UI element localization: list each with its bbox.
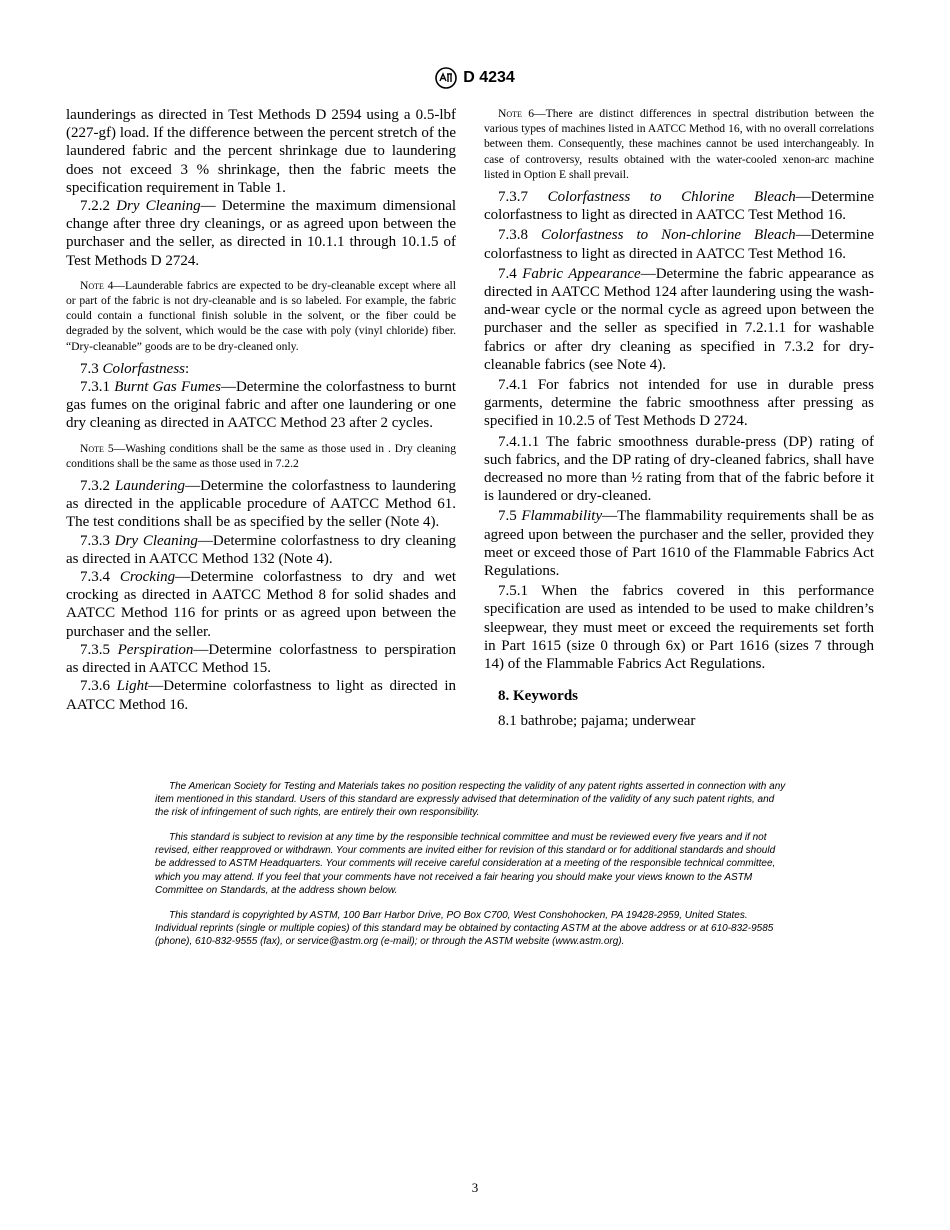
section-7-3-1: 7.3.1 Burnt Gas Fumes—Determine the colorfastness to burnt gas fumes on the original fabric and after one laundering or one dry cleaning as directed in AATCC Method 23 after 2 cycles. <box>66 379 457 432</box>
note-5: Note 5—Washing conditions shall be the same as those used in . Dry cleaning conditions shall be the same as those used in 7.2.2 <box>66 441 456 470</box>
paragraph-continuation: launderings as directed in Test Methods D 2594 using a 0.5-lbf (227-gf) load. If the difference between the percent stretch of the laundered fabric and the percent shrinkage due to laundering does not exceed 3 % shrinkage, then the fabric meets the specification requirement in Table 1. <box>66 107 456 196</box>
left-column <box>66 106 456 714</box>
section-7-4-1-1: 7.4.1.1 The fabric smoothness durable-press (DP) rating of such fabrics, and the DP rating of dry-cleaned fabrics, shall have decreased no more than ½ rating from that of the fabric before it is laundered or dry-cleaned. <box>484 433 874 505</box>
section-7-3-3: 7.3.3 Dry Cleaning—Determine colorfastness to dry cleaning as directed in AATCC Method 132 (Note 4). <box>66 532 456 567</box>
section-7-4: 7.4 Fabric Appearance—Determine the fabric appearance as directed in AATCC Method 124 after laundering using the wash-and-wear cycle or the normal cycle as agreed upon between the purchaser and the seller as specified in 7.2.1.1 for washable fabrics or after dry cleaning as specified in 7.3.2 for dry-cleanable fabrics (see Note 4). <box>484 265 875 373</box>
note-4: Note 4—Launderable fabrics are expected to be dry-cleanable except where all or part of the fabric is not dry-cleanable and is so labeled. For example, the fabric could contain a functional finish soluble in the solvent, or the fiber could be degraded by the solvent, which would be the case with poly (vinyl chloride) fiber. “Dry-cleanable” goods are to be dry-cleaned only. <box>66 278 456 353</box>
astm-logo-icon <box>435 66 457 90</box>
section-7-3-5: 7.3.5 Perspiration—Determine colorfastness to perspiration as directed in AATCC Method 15. <box>66 641 456 677</box>
section-7-3-7: 7.3.7 Colorfastness to Chlorine Bleach—Determine colorfastness to light as directed in AATCC Test Method 16. <box>484 189 875 224</box>
patent-notice: The American Society for Testing and Materials takes no position respecting the validity of any patent rights asserted in connection with any item mentioned in this standard. Users of this standard are expressly advised that determination of the validity of any such patent rights, and the risk of infringement of such rights, are entirely their own responsibility. <box>155 781 786 819</box>
standard-designation: D 4234 <box>463 69 515 86</box>
page-header <box>0 66 950 90</box>
revision-notice: This standard is subject to revision at any time by the responsible technical committee and must be reviewed every five years and if not revised, either reapproved or withdrawn. Your comments are invited either for revision of this standard or for additional standards and should be addressed to ASTM Headquarters. Your comments will receive careful consideration at a meeting of the responsible technical committee, which you may attend. If you feel that your comments have not received a fair hearing you should make your views known to the ASTM Committee on Standards, at the address shown below. <box>155 832 776 896</box>
section-7-3: 7.3 Colorfastness: <box>80 360 190 377</box>
section-7-3-4: 7.3.4 Crocking—Determine colorfastness to dry and wet crocking as directed in AATCC Method 8 for solid shades and AATCC Method 116 for prints or as agreed upon between the purchaser and the seller. <box>66 569 457 640</box>
section-7-5: 7.5 Flammability—The flammability requirements shall be as agreed upon between the purchaser and the seller, provided they meet or exceed those of Part 1610 of the Flammable Fabrics Act Regulations. <box>484 508 875 580</box>
right-column <box>484 106 874 730</box>
page-number: 3 <box>471 1180 479 1195</box>
page-footer <box>155 780 788 960</box>
section-7-3-8: 7.3.8 Colorfastness to Non-chlorine Bleach—Determine colorfastness to light as directed in AATCC Test Method 16. <box>484 227 874 262</box>
section-7-5-1: 7.5.1 When the fabrics covered in this performance specification are used as intended to be used to make children’s sleepwear, they must meet or exceed the requirements set forth in Part 1615 (size 0 through 6x) or Part 1616 (sizes 7 through 14) of the Flammable Fabrics Act Regulations. <box>484 583 874 673</box>
section-8-1: 8.1 bathrobe; pajama; underwear <box>498 712 696 729</box>
copyright-notice: This standard is copyrighted by ASTM, 100 Barr Harbor Drive, PO Box C700, West Conshohocken, PA 19428-2959, United States. Individual reprints (single or multiple copies) of this standard may be obtained by contacting ASTM at the above address or at 610-832-9585 (phone), 610-832-9555 (fax), or service@astm.org (e-mail); or through the ASTM website (www.astm.org). <box>155 909 774 947</box>
section-7-2-2: 7.2.2 Dry Cleaning— Determine the maximum dimensional change after three dry cleanings, or as agreed upon between the purchaser and the seller, as directed in 10.1.1 through 10.1.5 of Test Methods D 2724. <box>66 198 457 269</box>
section-7-4-1: 7.4.1 For fabrics not intended for use in durable press garments, determine the fabric smoothness after pressing as specified in 10.2.5 of Test Methods D 2724. <box>484 377 874 430</box>
section-8-heading: 8. Keywords <box>498 688 578 705</box>
section-7-3-2: 7.3.2 Laundering—Determine the colorfastness to laundering as directed in the applicable procedure of AATCC Method 61. The test conditions shall be as specified by the seller (Note 4). <box>66 478 456 531</box>
section-7-3-6: 7.3.6 Light—Determine colorfastness to light as directed in AATCC Method 16. <box>66 678 457 713</box>
note-6: Note 6—There are distinct differences in spectral distribution between the various types of machines listed in AATCC Method 16, with no overall correlations between them. Consequently, these machines cannot be used interchangeably. In case of controversy, results obtained with the water-cooled xenon-arc machine listed in Option E shall prevail. <box>484 107 874 181</box>
